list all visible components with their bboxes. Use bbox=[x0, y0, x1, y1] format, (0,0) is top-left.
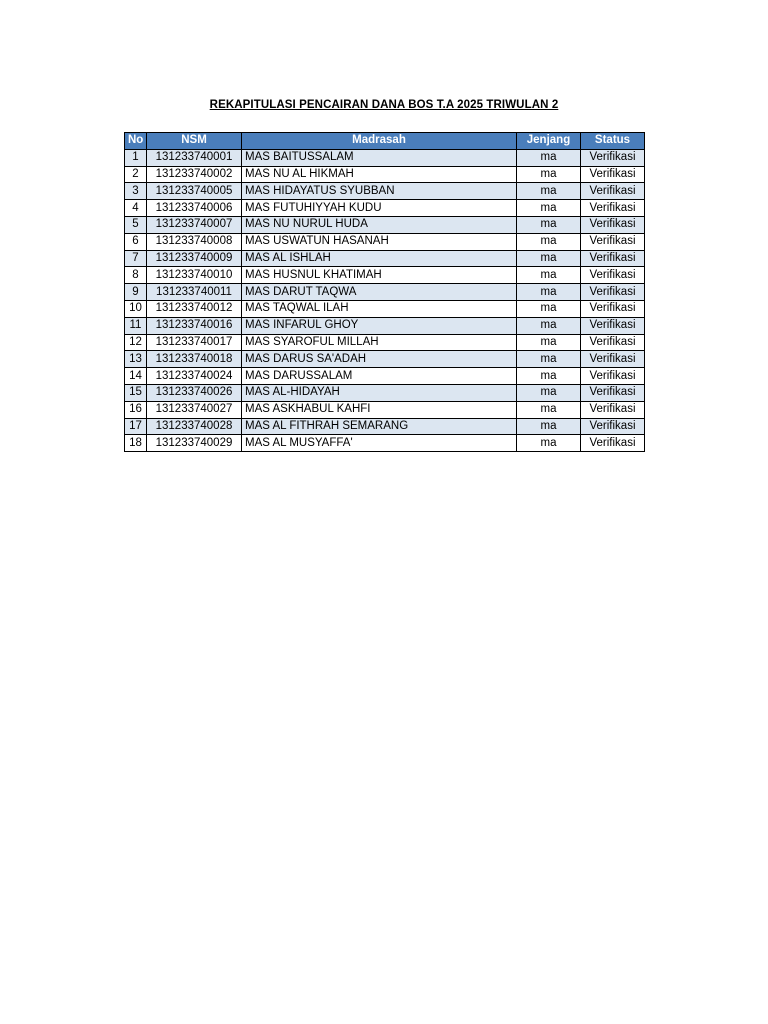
cell-madrasah: MAS DARUSSALAM bbox=[242, 368, 517, 385]
cell-madrasah: MAS HUSNUL KHATIMAH bbox=[242, 267, 517, 284]
cell-jenjang: ma bbox=[517, 233, 581, 250]
cell-jenjang: ma bbox=[517, 250, 581, 267]
cell-no: 14 bbox=[125, 368, 147, 385]
cell-jenjang: ma bbox=[517, 216, 581, 233]
table-row bbox=[125, 368, 645, 385]
cell-no: 13 bbox=[125, 351, 147, 368]
cell-nsm: 131233740012 bbox=[147, 300, 242, 317]
cell-jenjang: ma bbox=[517, 183, 581, 200]
cell-nsm: 131233740006 bbox=[147, 200, 242, 217]
cell-nsm: 131233740002 bbox=[147, 166, 242, 183]
cell-nsm: 131233740026 bbox=[147, 384, 242, 401]
cell-no: 8 bbox=[125, 267, 147, 284]
cell-jenjang: ma bbox=[517, 300, 581, 317]
table-row bbox=[125, 300, 645, 317]
cell-status: Verifikasi bbox=[581, 233, 645, 250]
table-row bbox=[125, 351, 645, 368]
cell-nsm: 131233740011 bbox=[147, 284, 242, 301]
cell-status: Verifikasi bbox=[581, 216, 645, 233]
cell-jenjang: ma bbox=[517, 200, 581, 217]
cell-status: Verifikasi bbox=[581, 435, 645, 452]
cell-nsm: 131233740018 bbox=[147, 351, 242, 368]
table-header bbox=[125, 133, 645, 150]
cell-status: Verifikasi bbox=[581, 250, 645, 267]
table-row bbox=[125, 233, 645, 250]
cell-nsm: 131233740008 bbox=[147, 233, 242, 250]
table-row bbox=[125, 418, 645, 435]
cell-madrasah: MAS DARUT TAQWA bbox=[242, 284, 517, 301]
cell-madrasah: MAS AL FITHRAH SEMARANG bbox=[242, 418, 517, 435]
cell-jenjang: ma bbox=[517, 317, 581, 334]
header-row bbox=[125, 133, 645, 150]
cell-status: Verifikasi bbox=[581, 384, 645, 401]
table-row bbox=[125, 149, 645, 166]
cell-jenjang: ma bbox=[517, 435, 581, 452]
cell-no: 4 bbox=[125, 200, 147, 217]
cell-madrasah: MAS NU NURUL HUDA bbox=[242, 216, 517, 233]
cell-madrasah: MAS BAITUSSALAM bbox=[242, 149, 517, 166]
cell-jenjang: ma bbox=[517, 166, 581, 183]
cell-jenjang: ma bbox=[517, 384, 581, 401]
table-row bbox=[125, 384, 645, 401]
cell-madrasah: MAS TAQWAL ILAH bbox=[242, 300, 517, 317]
cell-no: 17 bbox=[125, 418, 147, 435]
cell-no: 3 bbox=[125, 183, 147, 200]
table-row bbox=[125, 200, 645, 217]
cell-jenjang: ma bbox=[517, 267, 581, 284]
cell-nsm: 131233740024 bbox=[147, 368, 242, 385]
cell-jenjang: ma bbox=[517, 284, 581, 301]
cell-no: 16 bbox=[125, 401, 147, 418]
cell-status: Verifikasi bbox=[581, 183, 645, 200]
cell-madrasah: MAS AL ISHLAH bbox=[242, 250, 517, 267]
cell-jenjang: ma bbox=[517, 149, 581, 166]
cell-no: 5 bbox=[125, 216, 147, 233]
cell-nsm: 131233740027 bbox=[147, 401, 242, 418]
cell-nsm: 131233740001 bbox=[147, 149, 242, 166]
cell-madrasah: MAS NU AL HIKMAH bbox=[242, 166, 517, 183]
cell-nsm: 131233740005 bbox=[147, 183, 242, 200]
cell-madrasah: MAS INFARUL GHOY bbox=[242, 317, 517, 334]
cell-status: Verifikasi bbox=[581, 300, 645, 317]
header-status: Status bbox=[581, 133, 645, 150]
cell-status: Verifikasi bbox=[581, 149, 645, 166]
header-madrasah: Madrasah bbox=[242, 133, 517, 150]
table-row bbox=[125, 401, 645, 418]
cell-status: Verifikasi bbox=[581, 351, 645, 368]
cell-madrasah: MAS ASKHABUL KAHFI bbox=[242, 401, 517, 418]
cell-jenjang: ma bbox=[517, 351, 581, 368]
cell-jenjang: ma bbox=[517, 368, 581, 385]
table-row bbox=[125, 267, 645, 284]
cell-madrasah: MAS FUTUHIYYAH KUDU bbox=[242, 200, 517, 217]
cell-no: 11 bbox=[125, 317, 147, 334]
header-no: No bbox=[125, 133, 147, 150]
cell-no: 1 bbox=[125, 149, 147, 166]
cell-jenjang: ma bbox=[517, 418, 581, 435]
cell-status: Verifikasi bbox=[581, 166, 645, 183]
table-row bbox=[125, 250, 645, 267]
table-body bbox=[125, 149, 645, 451]
cell-nsm: 131233740009 bbox=[147, 250, 242, 267]
header-jenjang: Jenjang bbox=[517, 133, 581, 150]
header-nsm: NSM bbox=[147, 133, 242, 150]
cell-status: Verifikasi bbox=[581, 368, 645, 385]
cell-madrasah: MAS HIDAYATUS SYUBBAN bbox=[242, 183, 517, 200]
table-row bbox=[125, 435, 645, 452]
cell-madrasah: MAS USWATUN HASANAH bbox=[242, 233, 517, 250]
cell-status: Verifikasi bbox=[581, 418, 645, 435]
cell-status: Verifikasi bbox=[581, 334, 645, 351]
cell-status: Verifikasi bbox=[581, 401, 645, 418]
table-row bbox=[125, 284, 645, 301]
table-row bbox=[125, 334, 645, 351]
table-row bbox=[125, 317, 645, 334]
table-row bbox=[125, 216, 645, 233]
cell-no: 15 bbox=[125, 384, 147, 401]
cell-nsm: 131233740017 bbox=[147, 334, 242, 351]
table-row bbox=[125, 183, 645, 200]
page-title: REKAPITULASI PENCAIRAN DANA BOS T.A 2025 TRIWULAN 2 bbox=[209, 99, 559, 111]
cell-no: 18 bbox=[125, 435, 147, 452]
cell-madrasah: MAS DARUS SA'ADAH bbox=[242, 351, 517, 368]
table-row bbox=[125, 166, 645, 183]
cell-status: Verifikasi bbox=[581, 200, 645, 217]
cell-status: Verifikasi bbox=[581, 284, 645, 301]
recap-table bbox=[124, 132, 645, 452]
cell-no: 7 bbox=[125, 250, 147, 267]
cell-no: 2 bbox=[125, 166, 147, 183]
cell-nsm: 131233740028 bbox=[147, 418, 242, 435]
cell-nsm: 131233740010 bbox=[147, 267, 242, 284]
cell-nsm: 131233740007 bbox=[147, 216, 242, 233]
cell-jenjang: ma bbox=[517, 401, 581, 418]
cell-status: Verifikasi bbox=[581, 317, 645, 334]
cell-madrasah: MAS AL MUSYAFFA' bbox=[242, 435, 517, 452]
cell-nsm: 131233740029 bbox=[147, 435, 242, 452]
cell-no: 6 bbox=[125, 233, 147, 250]
cell-nsm: 131233740016 bbox=[147, 317, 242, 334]
cell-madrasah: MAS SYAROFUL MILLAH bbox=[242, 334, 517, 351]
cell-madrasah: MAS AL-HIDAYAH bbox=[242, 384, 517, 401]
cell-no: 10 bbox=[125, 300, 147, 317]
cell-status: Verifikasi bbox=[581, 267, 645, 284]
cell-no: 12 bbox=[125, 334, 147, 351]
cell-jenjang: ma bbox=[517, 334, 581, 351]
cell-no: 9 bbox=[125, 284, 147, 301]
